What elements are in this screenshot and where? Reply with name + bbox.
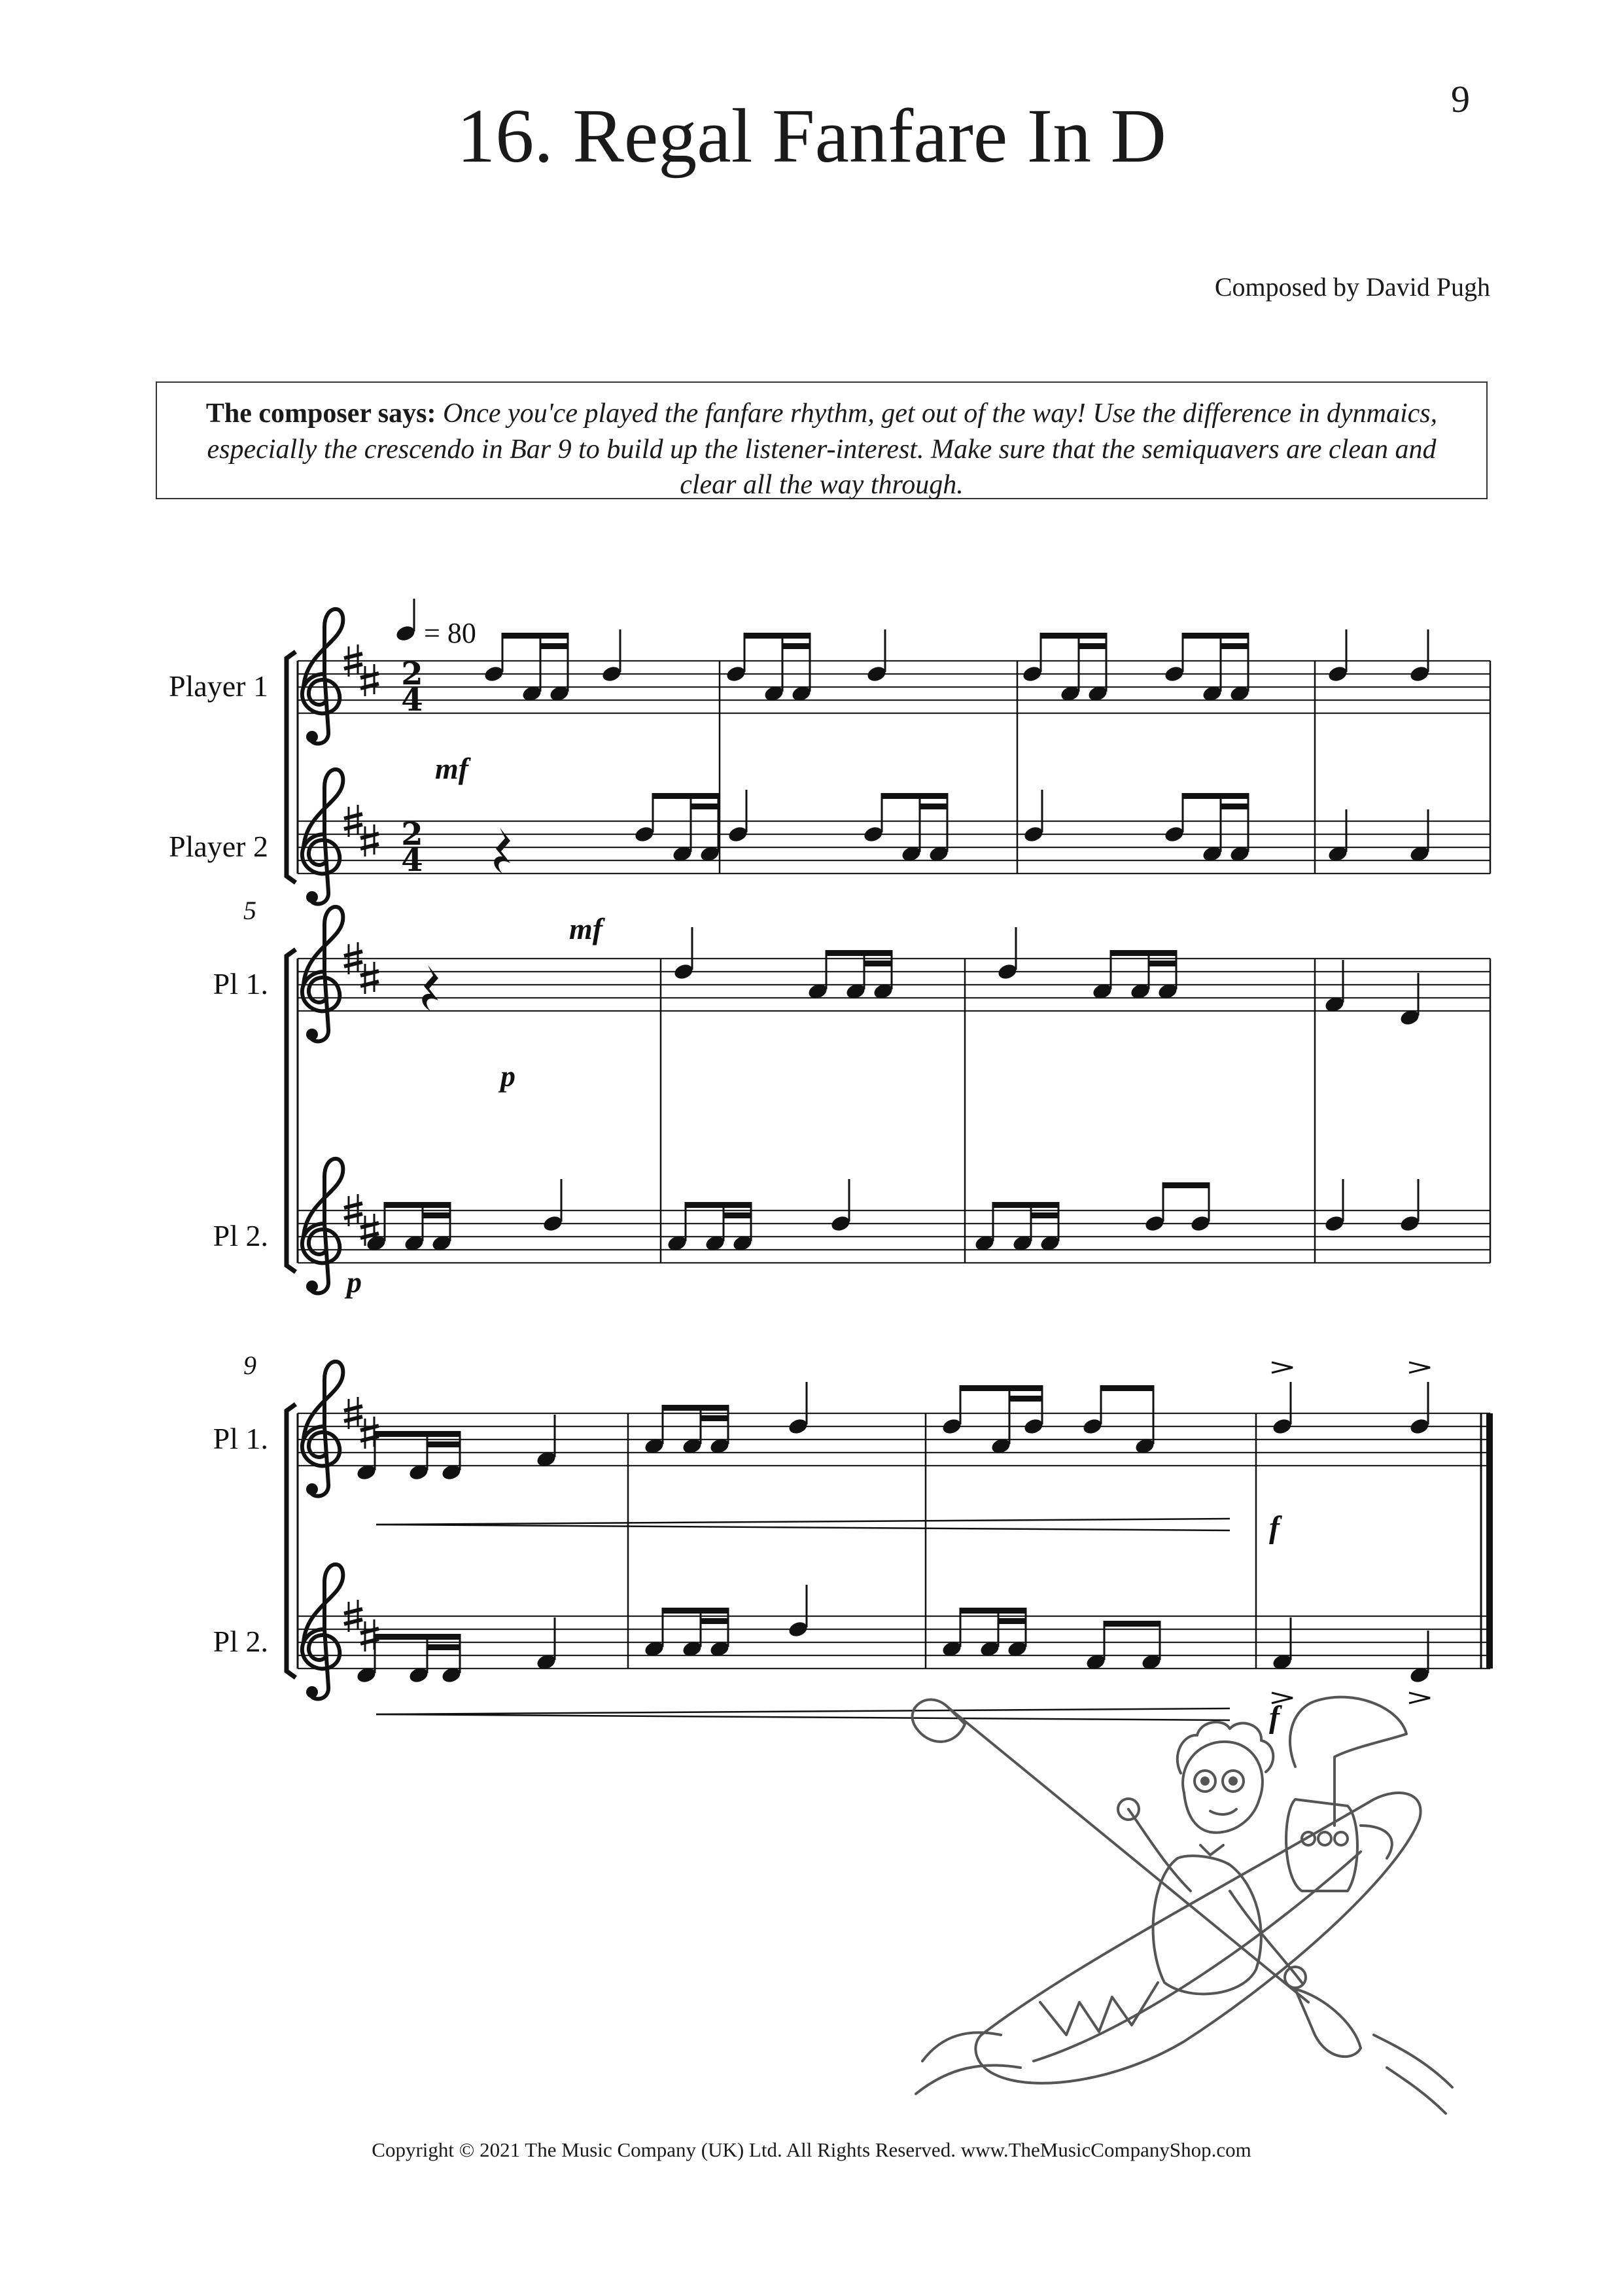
beam-primary bbox=[662, 1608, 729, 1614]
dynamic-p: p bbox=[347, 1265, 362, 1299]
dynamic-p: p bbox=[500, 1059, 515, 1093]
treble-clef bbox=[302, 1159, 343, 1294]
crescendo-hairpin bbox=[376, 1519, 1230, 1525]
system-bracket bbox=[287, 1404, 296, 1678]
beam-secondary bbox=[1220, 643, 1249, 649]
beam-secondary bbox=[1030, 1212, 1060, 1218]
beam-primary bbox=[374, 1431, 461, 1437]
beam-secondary bbox=[1220, 804, 1249, 809]
tempo-value: = 80 bbox=[424, 617, 476, 649]
beam-primary bbox=[1110, 950, 1178, 956]
staff-label-upper: Pl 1. bbox=[213, 967, 268, 1000]
kayak-hull bbox=[975, 1793, 1420, 2083]
treble-clef bbox=[302, 1362, 343, 1496]
beam-secondary bbox=[864, 961, 893, 966]
beam-primary bbox=[384, 1202, 451, 1208]
copyright-footer: Copyright © 2021 The Music Company (UK) Ltd. All Rights Reserved. www.TheMusicCompanyShop.com bbox=[372, 2138, 1251, 2161]
beam-primary bbox=[652, 793, 720, 799]
beam-primary bbox=[744, 633, 811, 639]
page-number: 9 bbox=[1451, 78, 1470, 120]
staff-label-lower: Pl 2. bbox=[213, 1625, 268, 1658]
beam-secondary bbox=[782, 643, 811, 649]
staff-label-upper: Player 1 bbox=[168, 669, 268, 703]
crescendo-hairpin bbox=[376, 1525, 1230, 1530]
system-bracket bbox=[287, 652, 296, 883]
beam-secondary bbox=[690, 804, 720, 809]
time-sig-top: 2 bbox=[401, 816, 423, 853]
beam-secondary bbox=[1148, 961, 1178, 966]
beam-secondary bbox=[723, 1212, 752, 1218]
staff-label-lower: Player 2 bbox=[168, 830, 268, 863]
beam-primary bbox=[1104, 1621, 1161, 1627]
piece-title: 16. Regal Fanfare In D bbox=[457, 93, 1166, 179]
dynamic-mf: mf bbox=[435, 752, 469, 785]
bar-number: 9 bbox=[243, 1351, 256, 1380]
staff-label-upper: Pl 1. bbox=[213, 1422, 268, 1455]
beam-secondary bbox=[919, 804, 949, 809]
beam-primary bbox=[662, 1405, 729, 1411]
treble-clef bbox=[302, 907, 343, 1042]
beam-primary bbox=[374, 1634, 461, 1640]
composer-credit: Composed by David Pugh bbox=[1214, 272, 1490, 302]
treble-clef bbox=[302, 769, 343, 904]
staff-label-lower: Pl 2. bbox=[213, 1219, 268, 1252]
beam-primary bbox=[502, 633, 569, 639]
treble-clef bbox=[302, 1564, 343, 1699]
beam-primary bbox=[685, 1202, 752, 1208]
beam-primary bbox=[992, 1202, 1060, 1208]
beam-secondary bbox=[1078, 643, 1108, 649]
time-sig-bottom: 4 bbox=[401, 682, 423, 718]
dynamic-f: f bbox=[1269, 1700, 1280, 1735]
paddle-shaft bbox=[949, 1708, 1308, 2002]
beam-primary bbox=[826, 950, 893, 956]
sharp-c bbox=[360, 962, 379, 994]
beam-primary bbox=[960, 1608, 1027, 1614]
sharp-c bbox=[360, 664, 379, 696]
bar-number: 5 bbox=[243, 896, 256, 925]
treble-clef bbox=[302, 609, 343, 744]
beam-primary bbox=[1040, 633, 1108, 639]
beam-secondary bbox=[427, 1441, 461, 1447]
beam-primary bbox=[1182, 633, 1249, 639]
beam-primary bbox=[1162, 1182, 1210, 1188]
beam-primary bbox=[881, 793, 949, 799]
beam-secondary bbox=[427, 1644, 461, 1650]
sharp-c bbox=[360, 824, 379, 857]
beam-secondary bbox=[998, 1618, 1027, 1624]
composer-note-lead: The composer says: bbox=[205, 398, 436, 429]
beam-primary bbox=[1182, 793, 1249, 799]
accent-mark bbox=[1272, 1362, 1293, 1373]
dynamic-mf: mf bbox=[569, 912, 603, 945]
beam-secondary bbox=[1009, 1396, 1043, 1402]
beam-secondary bbox=[700, 1618, 729, 1624]
system-bracket bbox=[287, 949, 296, 1272]
paddler-body bbox=[1153, 1856, 1261, 1994]
paddle-blade-upper bbox=[913, 1700, 965, 1742]
dynamic-f: f bbox=[1269, 1510, 1280, 1545]
time-sig-top: 2 bbox=[401, 656, 423, 692]
beam-secondary bbox=[700, 1415, 729, 1421]
beam-secondary bbox=[422, 1212, 451, 1218]
beam-secondary bbox=[540, 643, 569, 649]
accent-mark bbox=[1409, 1362, 1430, 1373]
final-barline bbox=[1486, 1413, 1493, 1669]
time-sig-bottom: 4 bbox=[401, 842, 423, 879]
composer-note-text: Once you'ce played the fanfare rhythm, get out of the way! Use the difference in dynmaics, especially the crescendo in Bar 9 to build up the listener-interest. Make sure that the semiquavers are clean and clear all the way through. bbox=[207, 398, 1438, 501]
paddler-head bbox=[1183, 1742, 1263, 1833]
kayak-tuba-illustration bbox=[903, 1695, 1492, 2127]
beam-primary bbox=[960, 1385, 1043, 1391]
beam-primary bbox=[1100, 1385, 1155, 1391]
